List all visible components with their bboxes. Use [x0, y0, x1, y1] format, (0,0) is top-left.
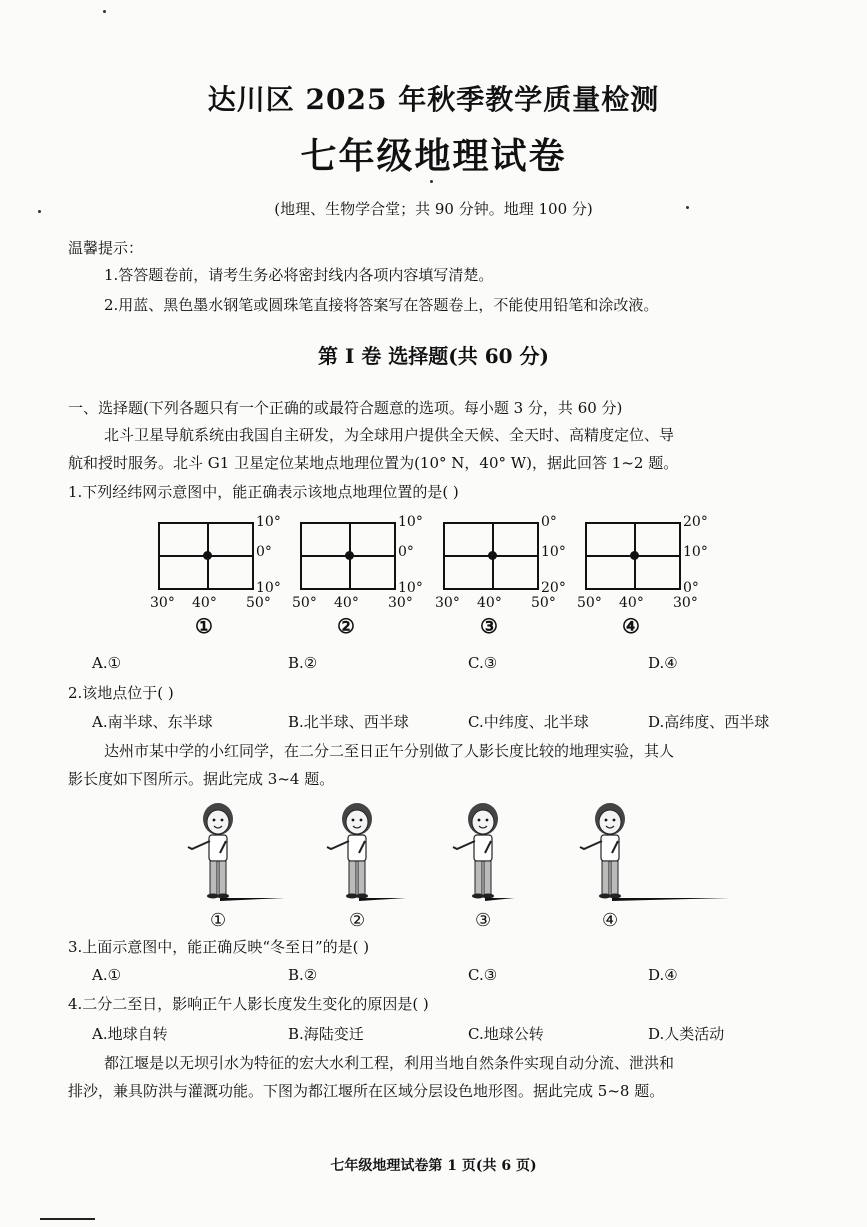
longitude-label: 50°	[292, 595, 317, 611]
latitude-label: 10°	[398, 514, 423, 530]
girl-shoe	[217, 894, 229, 899]
longitude-label: 30°	[150, 595, 175, 611]
girl-leg	[484, 861, 491, 895]
latitude-label: 10°	[683, 544, 708, 560]
figure-number-label: ②	[337, 614, 355, 638]
q4-option-d[interactable]: D.人类活动	[648, 1025, 725, 1043]
shadow-4	[612, 898, 730, 901]
location-point	[203, 551, 212, 560]
latitude-label: 0°	[398, 544, 414, 560]
figure-number-label: ①	[195, 614, 213, 638]
latitude-label: 10°	[256, 514, 281, 530]
shadow-3	[485, 898, 515, 901]
girl-face	[599, 810, 621, 834]
girl-leg	[602, 861, 609, 895]
longitude-label: 40°	[334, 595, 359, 611]
girl-shoe	[609, 894, 621, 899]
graticule-grid-2	[300, 522, 396, 590]
passage-3-line-2: 排沙，兼具防洪与灌溉功能。下图为都江堰所在区域分层设色地形图。据此完成 5~8 题。	[68, 1082, 665, 1100]
girl-face	[207, 810, 229, 834]
latitude-label: 0°	[541, 514, 557, 530]
q3-option-d[interactable]: D.④	[648, 966, 678, 984]
latitude-label: 10°	[541, 544, 566, 560]
location-point	[488, 551, 497, 560]
longitude-label: 30°	[435, 595, 460, 611]
graticule-grid-3	[443, 522, 539, 590]
q1-option-c[interactable]: C.③	[468, 654, 498, 672]
figure-number-label: ④	[602, 910, 619, 931]
scan-edge-line	[40, 1218, 95, 1220]
q1-option-b[interactable]: B.②	[288, 654, 318, 672]
girl-eye	[221, 819, 224, 822]
latitude-label: 10°	[398, 580, 423, 596]
girl-leg	[358, 861, 365, 895]
figure-number-label: ①	[210, 910, 227, 931]
figure-number-label: ②	[349, 910, 366, 931]
longitude-label: 40°	[619, 595, 644, 611]
latitude-label: 20°	[541, 580, 566, 596]
girl-arm	[327, 841, 349, 849]
page-footer: 七年级地理试卷第 1 页(共 6 页)	[330, 1158, 537, 1174]
girl-eye	[352, 819, 355, 822]
passage-2-line-1: 达州市某中学的小红同学，在二分二至日正午分别做了人影长度比较的地理实验，其人	[104, 742, 675, 760]
shadow-experiment-figure	[0, 795, 867, 935]
passage-1-line-1: 北斗卫星导航系统由我国自主研发，为全球用户提供全天候、全天时、高精度定位、导	[104, 426, 675, 444]
girl-shirt	[348, 835, 366, 861]
part-heading: 一、选择题(下列各题只有一个正确的或最符合题意的选项。每小题 3 分，共 60 分)	[68, 399, 623, 417]
girl-leg	[475, 861, 482, 895]
figure-number-label: ③	[475, 910, 492, 931]
question-1-stem: 1.下列经纬网示意图中，能正确表示该地点地理位置的是( )	[68, 483, 459, 501]
q4-option-a[interactable]: A.地球自转	[92, 1025, 168, 1043]
q2-option-a[interactable]: A.南半球、东半球	[92, 713, 213, 731]
longitude-label: 30°	[388, 595, 413, 611]
latitude-label: 10°	[256, 580, 281, 596]
longitude-label: 50°	[577, 595, 602, 611]
question-4-stem: 4.二分二至日，影响正午人影长度发生变化的原因是( )	[68, 995, 429, 1013]
girl-leg	[219, 861, 226, 895]
girl-shirt	[601, 835, 619, 861]
girl-eye	[213, 819, 216, 822]
question-3-stem: 3.上面示意图中，能正确反映“冬至日”的是( )	[68, 938, 370, 956]
graticule-grid-1	[158, 522, 254, 590]
exam-duration-note: (地理、生物学合堂；共 90 分钟。地理 100 分)	[274, 200, 593, 218]
girl-shoe	[356, 894, 368, 899]
girl-leg	[210, 861, 217, 895]
q3-option-c[interactable]: C.③	[468, 966, 498, 984]
location-point	[630, 551, 639, 560]
figure-number-label: ④	[622, 614, 640, 638]
q2-option-b[interactable]: B.北半球、西半球	[288, 713, 409, 731]
girl-face	[346, 810, 368, 834]
girl-eye	[486, 819, 489, 822]
girl-face	[472, 810, 494, 834]
latitude-label: 20°	[683, 514, 708, 530]
exam-header-title: 达川区 2025 年秋季教学质量检测	[207, 83, 660, 116]
girl-leg	[611, 861, 618, 895]
longitude-label: 50°	[531, 595, 556, 611]
q4-option-b[interactable]: B.海陆变迁	[288, 1025, 364, 1043]
girl-arm	[453, 841, 475, 849]
girl-shirt	[209, 835, 227, 861]
latitude-label: 0°	[683, 580, 699, 596]
graticule-grid-4	[585, 522, 681, 590]
longitude-label: 40°	[477, 595, 502, 611]
question-2-stem: 2.该地点位于( )	[68, 684, 174, 702]
longitude-label: 30°	[673, 595, 698, 611]
girl-eye	[360, 819, 363, 822]
girl-eye	[605, 819, 608, 822]
q3-option-a[interactable]: A.①	[92, 966, 122, 984]
passage-3-line-1: 都江堰是以无坝引水为特征的宏大水利工程，利用当地自然条件实现自动分流、泄洪和	[104, 1054, 675, 1072]
girl-leg	[349, 861, 356, 895]
longitude-label: 40°	[192, 595, 217, 611]
location-point	[345, 551, 354, 560]
scan-speck	[103, 10, 106, 13]
shadow-1	[220, 898, 285, 901]
figure-number-label: ③	[480, 614, 498, 638]
q1-option-d[interactable]: D.④	[648, 654, 678, 672]
girl-shoe	[482, 894, 494, 899]
scan-speck	[430, 180, 433, 183]
girl-eye	[613, 819, 616, 822]
girl-shirt	[474, 835, 492, 861]
latitude-label: 0°	[256, 544, 272, 560]
girl-arm	[188, 841, 210, 849]
tip-item-2: 2.用蓝、黑色墨水钢笔或圆珠笔直接将答案写在答题卷上，不能使用铅笔和涂改液。	[104, 296, 659, 314]
tip-item-1: 1.答答题卷前，请考生务必将密封线内各项内容填写清楚。	[104, 266, 494, 284]
q4-option-c[interactable]: C.地球公转	[468, 1025, 544, 1043]
passage-2-line-2: 影长度如下图所示。据此完成 3~4 题。	[68, 770, 335, 788]
girl-eye	[478, 819, 481, 822]
q1-option-a[interactable]: A.①	[92, 654, 122, 672]
girl-arm	[580, 841, 602, 849]
shadow-2	[359, 898, 406, 901]
passage-1-line-2: 航和授时服务。北斗 G1 卫星定位某地点地理位置为(10° N，40° W)，据此回答 1~2 题。	[68, 454, 679, 472]
scan-speck	[686, 206, 689, 209]
section-title: 第 I 卷 选择题(共 60 分)	[318, 344, 549, 368]
q2-option-d[interactable]: D.高纬度、西半球	[648, 713, 770, 731]
q2-option-c[interactable]: C.中纬度、北半球	[468, 713, 589, 731]
longitude-label: 50°	[246, 595, 271, 611]
q3-option-b[interactable]: B.②	[288, 966, 318, 984]
tips-label: 温馨提示：	[68, 239, 144, 257]
exam-subject-title: 七年级地理试卷	[300, 135, 567, 177]
scan-speck	[38, 210, 41, 213]
